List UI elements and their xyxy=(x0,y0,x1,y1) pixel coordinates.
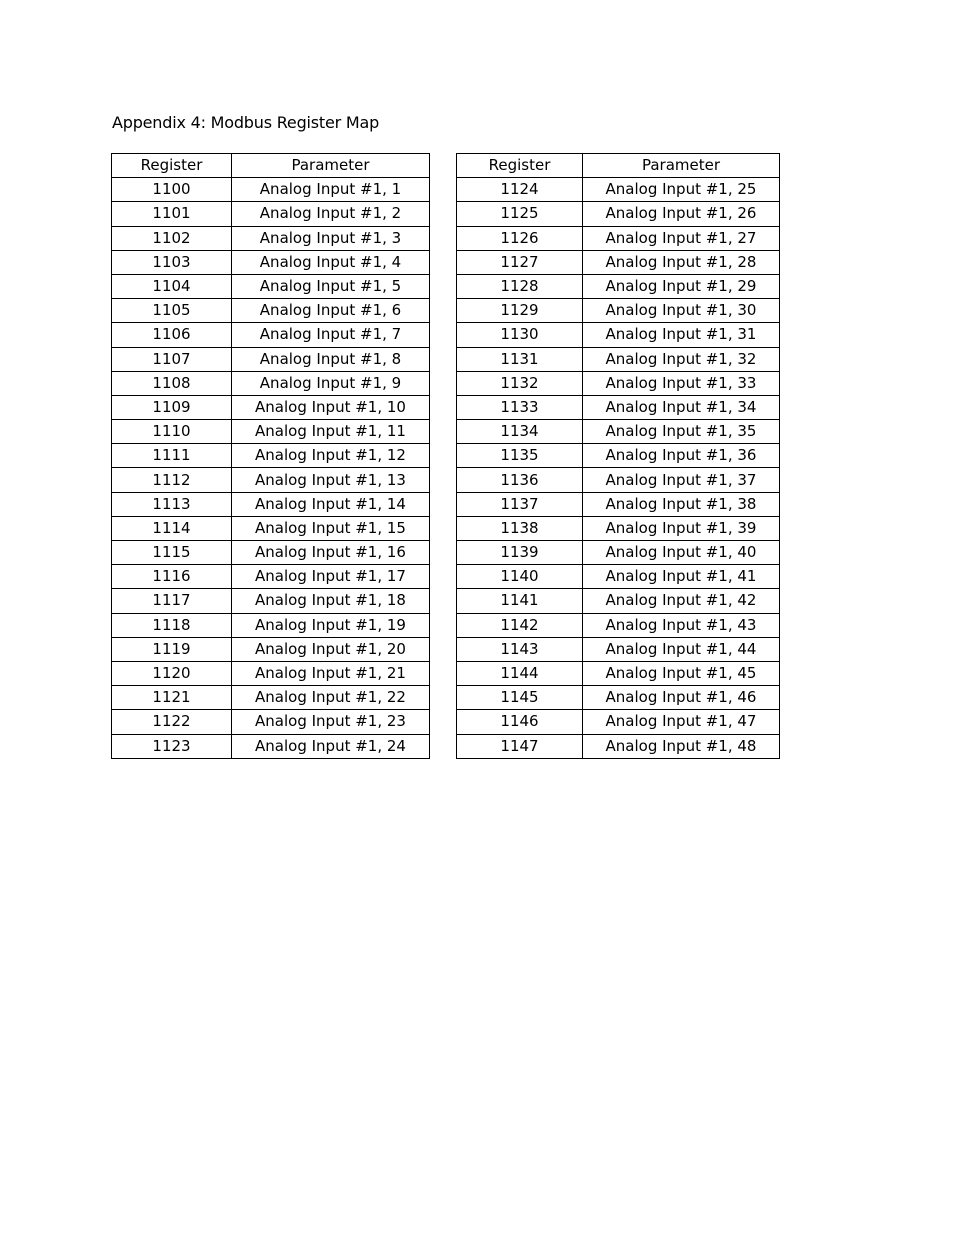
parameter-cell: Analog Input #1, 9 xyxy=(232,371,430,395)
parameter-cell: Analog Input #1, 45 xyxy=(583,661,780,685)
parameter-cell: Analog Input #1, 30 xyxy=(583,299,780,323)
register-cell: 1131 xyxy=(457,347,583,371)
table-row xyxy=(112,347,430,371)
table-row xyxy=(112,371,430,395)
register-cell: 1123 xyxy=(112,734,232,758)
table-row xyxy=(112,299,430,323)
table-row xyxy=(112,516,430,540)
register-cell: 1113 xyxy=(112,492,232,516)
parameter-cell: Analog Input #1, 12 xyxy=(232,444,430,468)
table-row xyxy=(112,734,430,758)
parameter-cell: Analog Input #1, 11 xyxy=(232,420,430,444)
register-cell: 1145 xyxy=(457,686,583,710)
parameter-cell: Analog Input #1, 3 xyxy=(232,226,430,250)
register-cell: 1107 xyxy=(112,347,232,371)
table-row xyxy=(457,710,780,734)
table-row xyxy=(457,299,780,323)
parameter-cell: Analog Input #1, 35 xyxy=(583,420,780,444)
parameter-cell: Analog Input #1, 36 xyxy=(583,444,780,468)
parameter-cell: Analog Input #1, 14 xyxy=(232,492,430,516)
register-cell: 1140 xyxy=(457,565,583,589)
parameter-cell: Analog Input #1, 4 xyxy=(232,250,430,274)
table-row xyxy=(457,492,780,516)
table-row xyxy=(457,250,780,274)
table-row xyxy=(457,395,780,419)
register-cell: 1103 xyxy=(112,250,232,274)
parameter-cell: Analog Input #1, 26 xyxy=(583,202,780,226)
parameter-cell: Analog Input #1, 27 xyxy=(583,226,780,250)
register-cell: 1143 xyxy=(457,637,583,661)
table-row xyxy=(457,661,780,685)
parameter-cell: Analog Input #1, 15 xyxy=(232,516,430,540)
register-cell: 1119 xyxy=(112,637,232,661)
parameter-cell: Analog Input #1, 28 xyxy=(583,250,780,274)
parameter-cell: Analog Input #1, 6 xyxy=(232,299,430,323)
table-row xyxy=(457,420,780,444)
table-header-row xyxy=(112,154,430,178)
table-row xyxy=(112,323,430,347)
parameter-cell: Analog Input #1, 32 xyxy=(583,347,780,371)
register-cell: 1121 xyxy=(112,686,232,710)
parameter-cell: Analog Input #1, 7 xyxy=(232,323,430,347)
register-cell: 1122 xyxy=(112,710,232,734)
table-row xyxy=(112,250,430,274)
table-row xyxy=(457,323,780,347)
register-cell: 1100 xyxy=(112,178,232,202)
parameter-cell: Analog Input #1, 42 xyxy=(583,589,780,613)
register-cell: 1102 xyxy=(112,226,232,250)
register-cell: 1147 xyxy=(457,734,583,758)
table-row xyxy=(457,565,780,589)
parameter-cell: Analog Input #1, 39 xyxy=(583,516,780,540)
register-cell: 1126 xyxy=(457,226,583,250)
parameter-cell: Analog Input #1, 21 xyxy=(232,661,430,685)
register-cell: 1108 xyxy=(112,371,232,395)
register-cell: 1139 xyxy=(457,541,583,565)
register-cell: 1129 xyxy=(457,299,583,323)
table-row xyxy=(457,371,780,395)
parameter-cell: Analog Input #1, 5 xyxy=(232,274,430,298)
parameter-cell: Analog Input #1, 29 xyxy=(583,274,780,298)
column-header-register: Register xyxy=(457,154,583,178)
register-cell: 1135 xyxy=(457,444,583,468)
register-cell: 1101 xyxy=(112,202,232,226)
register-cell: 1132 xyxy=(457,371,583,395)
table-row xyxy=(457,226,780,250)
table-row xyxy=(457,686,780,710)
register-cell: 1111 xyxy=(112,444,232,468)
parameter-cell: Analog Input #1, 25 xyxy=(583,178,780,202)
parameter-cell: Analog Input #1, 40 xyxy=(583,541,780,565)
parameter-cell: Analog Input #1, 1 xyxy=(232,178,430,202)
table-row xyxy=(457,589,780,613)
table-row xyxy=(112,589,430,613)
parameter-cell: Analog Input #1, 41 xyxy=(583,565,780,589)
parameter-cell: Analog Input #1, 20 xyxy=(232,637,430,661)
parameter-cell: Analog Input #1, 46 xyxy=(583,686,780,710)
register-cell: 1130 xyxy=(457,323,583,347)
table-row xyxy=(112,686,430,710)
register-cell: 1136 xyxy=(457,468,583,492)
register-table-right xyxy=(456,153,780,759)
parameter-cell: Analog Input #1, 44 xyxy=(583,637,780,661)
table-row xyxy=(457,468,780,492)
table-row xyxy=(112,565,430,589)
register-cell: 1110 xyxy=(112,420,232,444)
table-row xyxy=(112,710,430,734)
table-row xyxy=(457,734,780,758)
register-cell: 1112 xyxy=(112,468,232,492)
register-table-left xyxy=(111,153,430,759)
table-row xyxy=(457,516,780,540)
parameter-cell: Analog Input #1, 43 xyxy=(583,613,780,637)
register-cell: 1146 xyxy=(457,710,583,734)
parameter-cell: Analog Input #1, 18 xyxy=(232,589,430,613)
column-header-parameter: Parameter xyxy=(232,154,430,178)
table-row xyxy=(112,420,430,444)
parameter-cell: Analog Input #1, 24 xyxy=(232,734,430,758)
parameter-cell: Analog Input #1, 48 xyxy=(583,734,780,758)
column-header-parameter: Parameter xyxy=(583,154,780,178)
register-cell: 1134 xyxy=(457,420,583,444)
register-cell: 1114 xyxy=(112,516,232,540)
register-cell: 1137 xyxy=(457,492,583,516)
table-row xyxy=(112,637,430,661)
table-row xyxy=(457,347,780,371)
parameter-cell: Analog Input #1, 8 xyxy=(232,347,430,371)
table-row xyxy=(457,444,780,468)
register-cell: 1127 xyxy=(457,250,583,274)
register-cell: 1124 xyxy=(457,178,583,202)
register-cell: 1142 xyxy=(457,613,583,637)
register-cell: 1128 xyxy=(457,274,583,298)
register-cell: 1120 xyxy=(112,661,232,685)
register-cell: 1125 xyxy=(457,202,583,226)
register-cell: 1109 xyxy=(112,395,232,419)
parameter-cell: Analog Input #1, 13 xyxy=(232,468,430,492)
parameter-cell: Analog Input #1, 31 xyxy=(583,323,780,347)
parameter-cell: Analog Input #1, 10 xyxy=(232,395,430,419)
register-cell: 1115 xyxy=(112,541,232,565)
register-cell: 1118 xyxy=(112,613,232,637)
register-cell: 1141 xyxy=(457,589,583,613)
table-row xyxy=(112,178,430,202)
register-cell: 1104 xyxy=(112,274,232,298)
parameter-cell: Analog Input #1, 23 xyxy=(232,710,430,734)
table-row xyxy=(112,274,430,298)
page-title: Appendix 4: Modbus Register Map xyxy=(112,113,380,132)
table-row xyxy=(457,613,780,637)
table-row xyxy=(457,178,780,202)
parameter-cell: Analog Input #1, 37 xyxy=(583,468,780,492)
parameter-cell: Analog Input #1, 34 xyxy=(583,395,780,419)
parameter-cell: Analog Input #1, 33 xyxy=(583,371,780,395)
table-row xyxy=(112,444,430,468)
column-header-register: Register xyxy=(112,154,232,178)
parameter-cell: Analog Input #1, 22 xyxy=(232,686,430,710)
table-row xyxy=(112,226,430,250)
table-row xyxy=(457,274,780,298)
table-row xyxy=(112,395,430,419)
table-row xyxy=(112,613,430,637)
table-row xyxy=(112,661,430,685)
table-row xyxy=(112,541,430,565)
table-row xyxy=(457,541,780,565)
table-header-row xyxy=(457,154,780,178)
register-cell: 1105 xyxy=(112,299,232,323)
table-row xyxy=(457,202,780,226)
table-row xyxy=(457,637,780,661)
table-row xyxy=(112,492,430,516)
table-row xyxy=(112,202,430,226)
register-cell: 1117 xyxy=(112,589,232,613)
parameter-cell: Analog Input #1, 47 xyxy=(583,710,780,734)
register-cell: 1116 xyxy=(112,565,232,589)
parameter-cell: Analog Input #1, 17 xyxy=(232,565,430,589)
register-cell: 1138 xyxy=(457,516,583,540)
parameter-cell: Analog Input #1, 2 xyxy=(232,202,430,226)
register-cell: 1106 xyxy=(112,323,232,347)
parameter-cell: Analog Input #1, 38 xyxy=(583,492,780,516)
parameter-cell: Analog Input #1, 19 xyxy=(232,613,430,637)
table-row xyxy=(112,468,430,492)
register-cell: 1133 xyxy=(457,395,583,419)
register-cell: 1144 xyxy=(457,661,583,685)
parameter-cell: Analog Input #1, 16 xyxy=(232,541,430,565)
